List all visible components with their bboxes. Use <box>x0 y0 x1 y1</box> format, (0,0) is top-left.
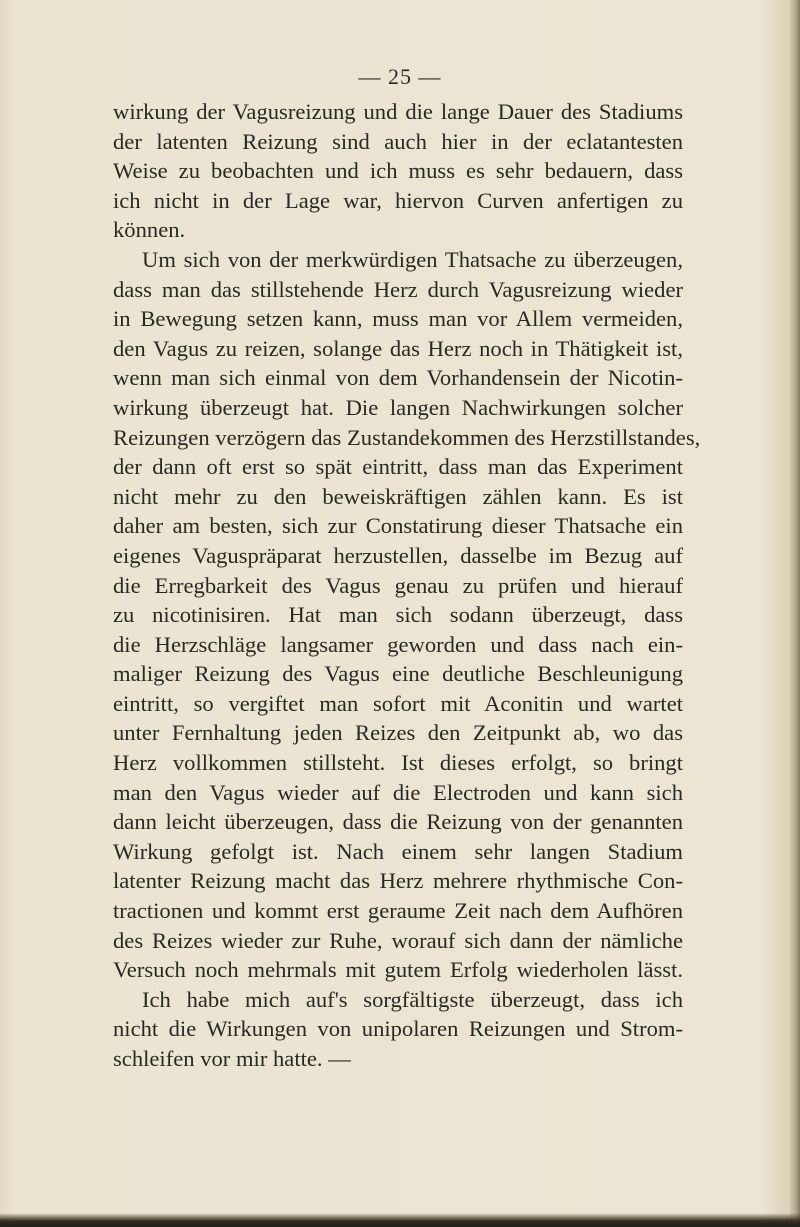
text-line: wirkung überzeugt hat. Die langen Nachwirkungen solcher <box>113 394 683 420</box>
page-bottom-edge <box>0 1213 800 1227</box>
text-line: nicht die Wirkungen von unipolaren Reizungen und Strom- <box>113 1016 683 1042</box>
text-line: der latenten Reizung sind auch hier in der eclatantesten <box>113 128 683 154</box>
text-line: den Vagus zu reizen, solange das Herz noch in Thätigkeit ist, <box>113 335 683 361</box>
text-line: wenn man sich einmal von dem Vorhandensein der Nicotin- <box>113 365 683 391</box>
text-line: können. <box>113 217 186 243</box>
text-line: in Bewegung setzen kann, muss man vor Allem vermeiden, <box>113 306 683 332</box>
text-line: tractionen und kommt erst geraume Zeit nach dem Aufhören <box>113 898 683 924</box>
text-line: man den Vagus wieder auf die Electroden und kann sich <box>113 779 683 805</box>
text-line: Versuch noch mehrmals mit gutem Erfolg wiederholen lässt. <box>113 957 683 983</box>
text-line: der dann oft erst so spät eintritt, dass man das Experiment <box>113 454 683 480</box>
text-line: unter Fernhaltung jeden Reizes den Zeitpunkt ab, wo das <box>113 720 683 746</box>
text-line: eigenes Vaguspräparat herzustellen, dasselbe im Bezug auf <box>113 542 683 568</box>
text-line: daher am besten, sich zur Constatirung dieser Thatsache ein <box>113 513 683 539</box>
text-line: Wirkung gefolgt ist. Nach einem sehr langen Stadium <box>113 838 683 864</box>
page-right-edge <box>790 0 800 1227</box>
text-line: Reizungen verzögern das Zustandekommen des Herzstillstandes, <box>113 424 701 450</box>
text-line: dann leicht überzeugen, dass die Reizung von der genannten <box>113 809 683 835</box>
text-line: ich nicht in der Lage war, hiervon Curven anfertigen zu <box>113 187 683 213</box>
text-line: Weise zu beobachten und ich muss es sehr bedauern, dass <box>113 158 683 184</box>
text-line: Um sich von der merkwürdigen Thatsache zu überzeugen, <box>142 246 683 272</box>
text-line: die Herzschläge langsamer geworden und dass nach ein- <box>113 631 683 657</box>
text-line: eintritt, so vergiftet man sofort mit Aconitin und wartet <box>113 690 683 716</box>
text-line: zu nicotinisiren. Hat man sich sodann überzeugt, dass <box>113 602 683 628</box>
text-line: die Erregbarkeit des Vagus genau zu prüfen und hierauf <box>113 572 683 598</box>
text-line: dass man das stillstehende Herz durch Vagusreizung wieder <box>113 276 683 302</box>
text-line: wirkung der Vagusreizung und die lange Dauer des Stadiums <box>113 99 683 124</box>
text-line: Ich habe mich auf's sorgfältigste überzeugt, dass ich <box>142 986 683 1012</box>
text-line: maliger Reizung des Vagus eine deutliche Beschleunigung <box>113 661 683 687</box>
body-text <box>113 97 701 1074</box>
page-number: — 25 — <box>358 64 442 89</box>
text-line: schleifen vor mir hatte. — <box>113 1046 351 1071</box>
text-line: des Reizes wieder zur Ruhe, worauf sich dann der nämliche <box>113 927 683 953</box>
text-line: Herz vollkommen stillsteht. Ist dieses erfolgt, so bringt <box>113 750 683 776</box>
text-line: latenter Reizung macht das Herz mehrere rhythmische Con- <box>113 868 683 894</box>
text-line: nicht mehr zu den beweiskräftigen zählen kann. Es ist <box>113 483 683 509</box>
